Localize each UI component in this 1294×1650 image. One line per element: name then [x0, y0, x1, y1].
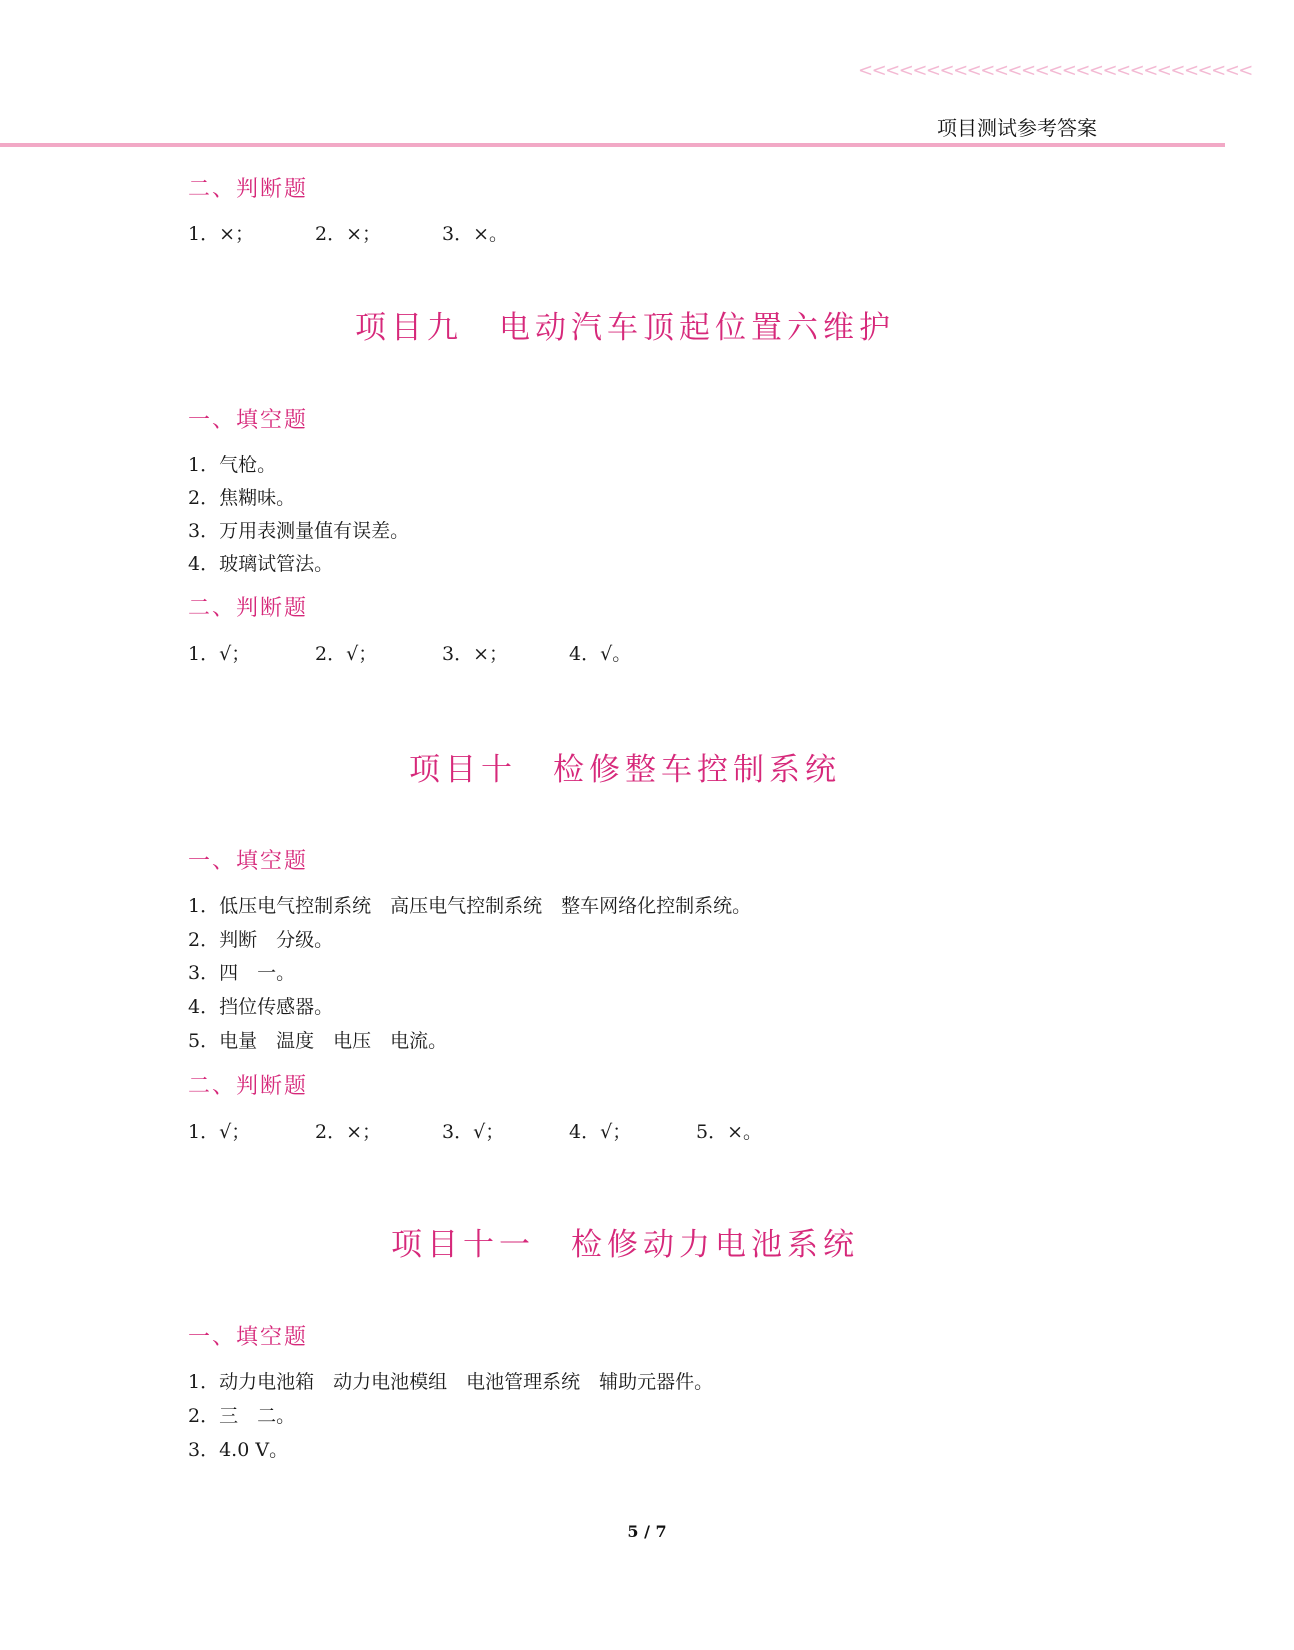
judge-answer: 4．√。	[569, 643, 632, 665]
judge-answer: 3．√；	[442, 1121, 505, 1143]
answer-item: 3．万用表测量值有误差。	[188, 520, 410, 542]
section-heading-fill: 一、填空题	[188, 1325, 309, 1350]
judge-answer: 2．√；	[315, 643, 378, 665]
judge-answer: 1．√；	[188, 643, 251, 665]
answer-item: 3．4.0 V。	[188, 1439, 289, 1461]
section-heading-judge: 二、判断题	[188, 596, 309, 621]
answer-item: 4．玻璃试管法。	[188, 553, 334, 575]
section-heading-fill: 一、填空题	[188, 849, 309, 874]
judge-answer: 4．√；	[569, 1121, 632, 1143]
judge-answer: 3．×。	[442, 223, 509, 245]
answer-item: 2．焦糊味。	[188, 487, 296, 509]
section-heading-fill: 一、填空题	[188, 408, 309, 433]
judge-answer: 1．√；	[188, 1121, 251, 1143]
judge-answer: 1．×；	[188, 223, 255, 245]
judge-answer: 5．×。	[696, 1121, 763, 1143]
answer-item: 3．四 一。	[188, 962, 296, 984]
project-title-11: 项目十一 检修动力电池系统	[391, 1227, 859, 1263]
section-heading-judge: 二、判断题	[188, 1074, 309, 1099]
page-number: 5 / 7	[627, 1522, 667, 1541]
judge-answer: 2．×；	[315, 1121, 382, 1143]
judge-answer: 2．×；	[315, 223, 382, 245]
running-head: 项目测试参考答案	[937, 116, 1097, 140]
answer-item: 2．判断 分级。	[188, 929, 334, 951]
answer-item: 1．气枪。	[188, 454, 277, 476]
decorative-chevrons: <<<<<<<<<<<<<<<<<<<<<<<<<<<<<	[858, 60, 1252, 81]
judge-answer: 3．×；	[442, 643, 509, 665]
judge-answers	[188, 219, 569, 246]
section-heading-judge: 二、判断题	[188, 177, 309, 202]
answer-item: 2．三 二。	[188, 1405, 296, 1427]
judge-answers	[188, 639, 696, 666]
project-title-9: 项目九 电动汽车顶起位置六维护	[355, 310, 895, 346]
answer-item: 5．电量 温度 电压 电流。	[188, 1030, 448, 1052]
answer-item: 1．低压电气控制系统 高压电气控制系统 整车网络化控制系统。	[188, 895, 752, 917]
answer-item: 4．挡位传感器。	[188, 996, 334, 1018]
answer-item: 1．动力电池箱 动力电池模组 电池管理系统 辅助元器件。	[188, 1371, 714, 1393]
header-rule	[0, 143, 1225, 147]
project-title-10: 项目十 检修整车控制系统	[409, 752, 841, 788]
judge-answers	[188, 1117, 823, 1144]
